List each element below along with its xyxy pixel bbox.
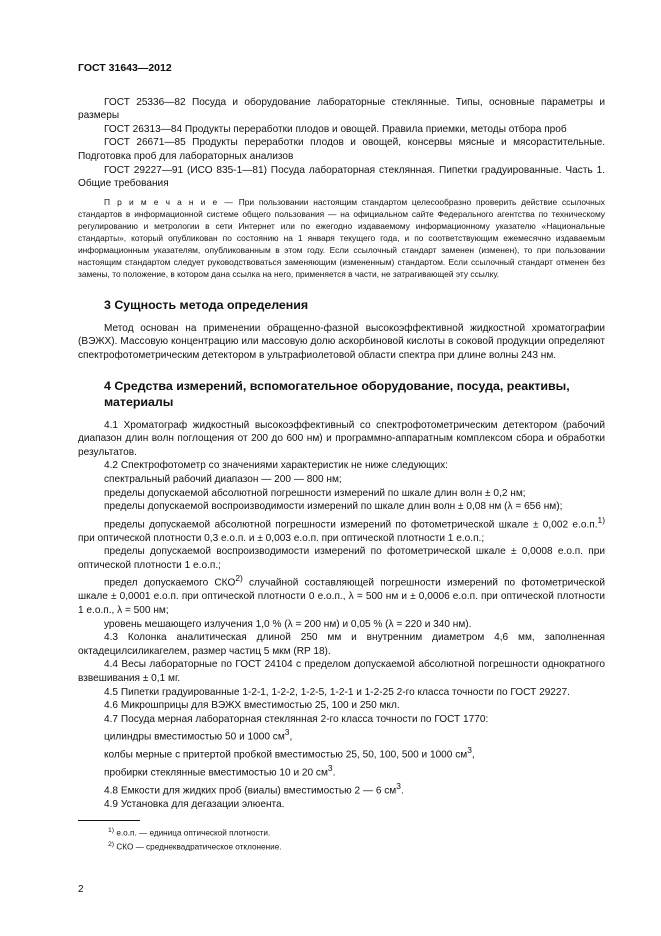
item-4-2-wavelength-repro: пределы допускаемой воспроизводимости измерений по шкале длин волн ± 0,08 нм (λ = 656 нм); [104,501,563,513]
reference-gost-26313: ГОСТ 26313—84 Продукты переработки плодов и овощей. Правила приемки, методы отбора проб [104,123,567,135]
footnote-mark: 2) [108,840,115,848]
note-paragraph [78,196,605,280]
item-4-2-wavelength-error: пределы допускаемой абсолютной погрешности измерений по шкале длин волн ± 0,2 нм; [104,487,526,499]
item-4-2-photometric-error [78,514,605,546]
footnote-1 [78,825,605,839]
footnote-text: е.о.п. — единица оптической плотности. [114,828,271,838]
page-number: 2 [78,884,84,895]
item-4-3: 4.3 Колонка аналитическая длиной 250 мм и внутренним диаметром 4,6 мм, заполненная октадецилсиликагелем, размер частиц 5 мкм (RP 18). [78,632,605,657]
text-part: случайной составляющей погрешности измерений по фотометрической шкале ± 0,0001 е.о.п. при оптической плотности 0 е.о.п., λ = 500 нм и ± 0,0006 е.о.п. при оптической плотности 1 е.о.п., λ = 500 нм; [78,577,605,616]
reference-gost-29227: ГОСТ 29227—91 (ИСО 835-1—81) Посуда лабораторная стеклянная. Пипетки градуированные. Часть 1. Общие требования [78,164,605,190]
document-header: ГОСТ 31643—2012 [78,62,172,74]
text-part: колбы мерные с притертой пробкой вместимостью 25, 50, 100, 500 и 1000 см [104,749,468,761]
text-part: , [471,749,475,761]
text-part: предел допускаемого СКО [104,577,236,589]
item-4-9: 4.9 Установка для дегазации элюента. [104,799,285,811]
note-text: При пользовании настоящим стандартом целесообразно проверить действие ссылочных стандартов в информационной системе общего пользования — на официальном сайте Федерального агентства по техническому регулированию и метрологии в сети Интернет или по ежегодно издаваемому информационному указателю «Национальные стандарты», который опубликован по состоянию на 1 января текущего года, и по соответствующим ежемесячно издаваемым информационным указателям, опубликованным в этом году. Если ссылочный стандарт заменен (изменен), то при пользовании настоящим стандартом следует руководствоваться заменяющим (измененным) стандартом. Если ссылочный стандарт отменен без замены, то положение, в котором дана ссылка на него, применяется в части, не затрагивающей эту ссылку. [78,196,605,279]
item-4-7-tubes [78,762,605,780]
item-4-1: 4.1 Хроматограф жидкостный высокоэффективный со спектрофотометрическим детектором (рабочий диапазон длин волн поглощения от 200 до 600 нм) и программно-аппаратным комплексом сбора и обработки результатов. [78,419,605,458]
footnote-mark: 1) [108,826,115,834]
section-3-title: 3 Сущность метода определения [104,297,309,312]
item-4-2-photometric-repro: пределы допускаемой воспроизводимости измерений по фотометрической шкале ± 0,0008 е.о.п. при оптической плотности 1 е.о.п.; [78,546,605,571]
superscript: 3 [467,745,472,756]
item-4-4: 4.4 Весы лабораторные по ГОСТ 24104 с пределом допускаемой абсолютной погрешности однократного взвешивания ± 0,1 мг. [78,659,605,684]
footnote-2 [78,839,605,853]
reference-gost-26671: ГОСТ 26671—85 Продукты переработки плодов и овощей, консервы мясные и мясорастительные. Подготовка проб для лабораторных анализов [78,137,605,162]
note-label: П р и м е ч а н и е — [104,196,234,207]
item-4-2-range: спектральный рабочий диапазон — 200 — 800 нм; [104,473,342,485]
item-4-5: 4.5 Пипетки градуированные 1-2-1, 1-2-2, 1-2-5, 1-2-1 и 1-2-25 2-го класса точности по ГОСТ 29227. [104,686,570,698]
item-4-8 [78,780,605,798]
superscript: 3 [284,727,290,738]
item-4-7-cylinders [78,726,605,744]
section-3-text: Метод основан на применении обращенно-фазной высокоэффективной жидкостной хроматографии (ВЭЖХ). Массовую концентрацию или массовую долю аскорбиновой кислоты в соковой продукции определяют спектрофотометрическим детектором в ультрафиолетовой области спектра при длине волны 243 нм. [78,322,605,361]
footnote-ref-2: 2) [235,573,243,584]
item-4-7: 4.7 Посуда мерная лабораторная стеклянная 2-го класса точности по ГОСТ 1770: [104,713,489,725]
item-4-2: 4.2 Спектрофотометр со значениями характеристик не ниже следующих: [104,460,448,472]
text-part: . [332,767,336,779]
text-part: цилиндры вместимостью 50 и 1000 см [104,731,285,743]
reference-gost-25336: ГОСТ 25336—82 Посуда и оборудование лабораторные стеклянные. Типы, основные параметры и размеры [78,96,605,122]
footnote-ref-1: 1) [597,514,605,525]
text-part: пробирки стеклянные вместимостью 10 и 20 см [104,767,328,779]
section-4-title: 4 Средства измерений, вспомогательное оборудование, посуда, реактивы, материалы [104,378,570,409]
text-part: . [400,785,404,797]
text-part: пределы допускаемой абсолютной погрешности измерений по фотометрической шкале ± 0,002 е.о.п. [104,519,598,531]
footnote-divider [78,820,140,821]
text-part: 4.8 Емкости для жидких проб (виалы) вместимостью 2 — 6 см [104,785,397,797]
item-4-2-sko [78,572,605,617]
item-4-7-flasks [78,744,605,762]
footnote-text: СКО — среднеквадратическое отклонение. [114,842,282,852]
superscript: 3 [327,763,333,774]
text-part: при оптической плотности 0,3 е.о.п. и ± 0,003 е.о.п. при оптической плотности 1 е.о.п.; [78,532,485,544]
superscript: 3 [396,781,401,792]
item-4-6: 4.6 Микрошприцы для ВЭЖХ вместимостью 25, 100 и 250 мкл. [104,700,400,712]
text-part: , [289,731,293,743]
item-4-2-stray-light: уровень мешающего излучения 1,0 % (λ = 200 нм) и 0,05 % (λ = 220 и 340 нм). [104,618,472,630]
